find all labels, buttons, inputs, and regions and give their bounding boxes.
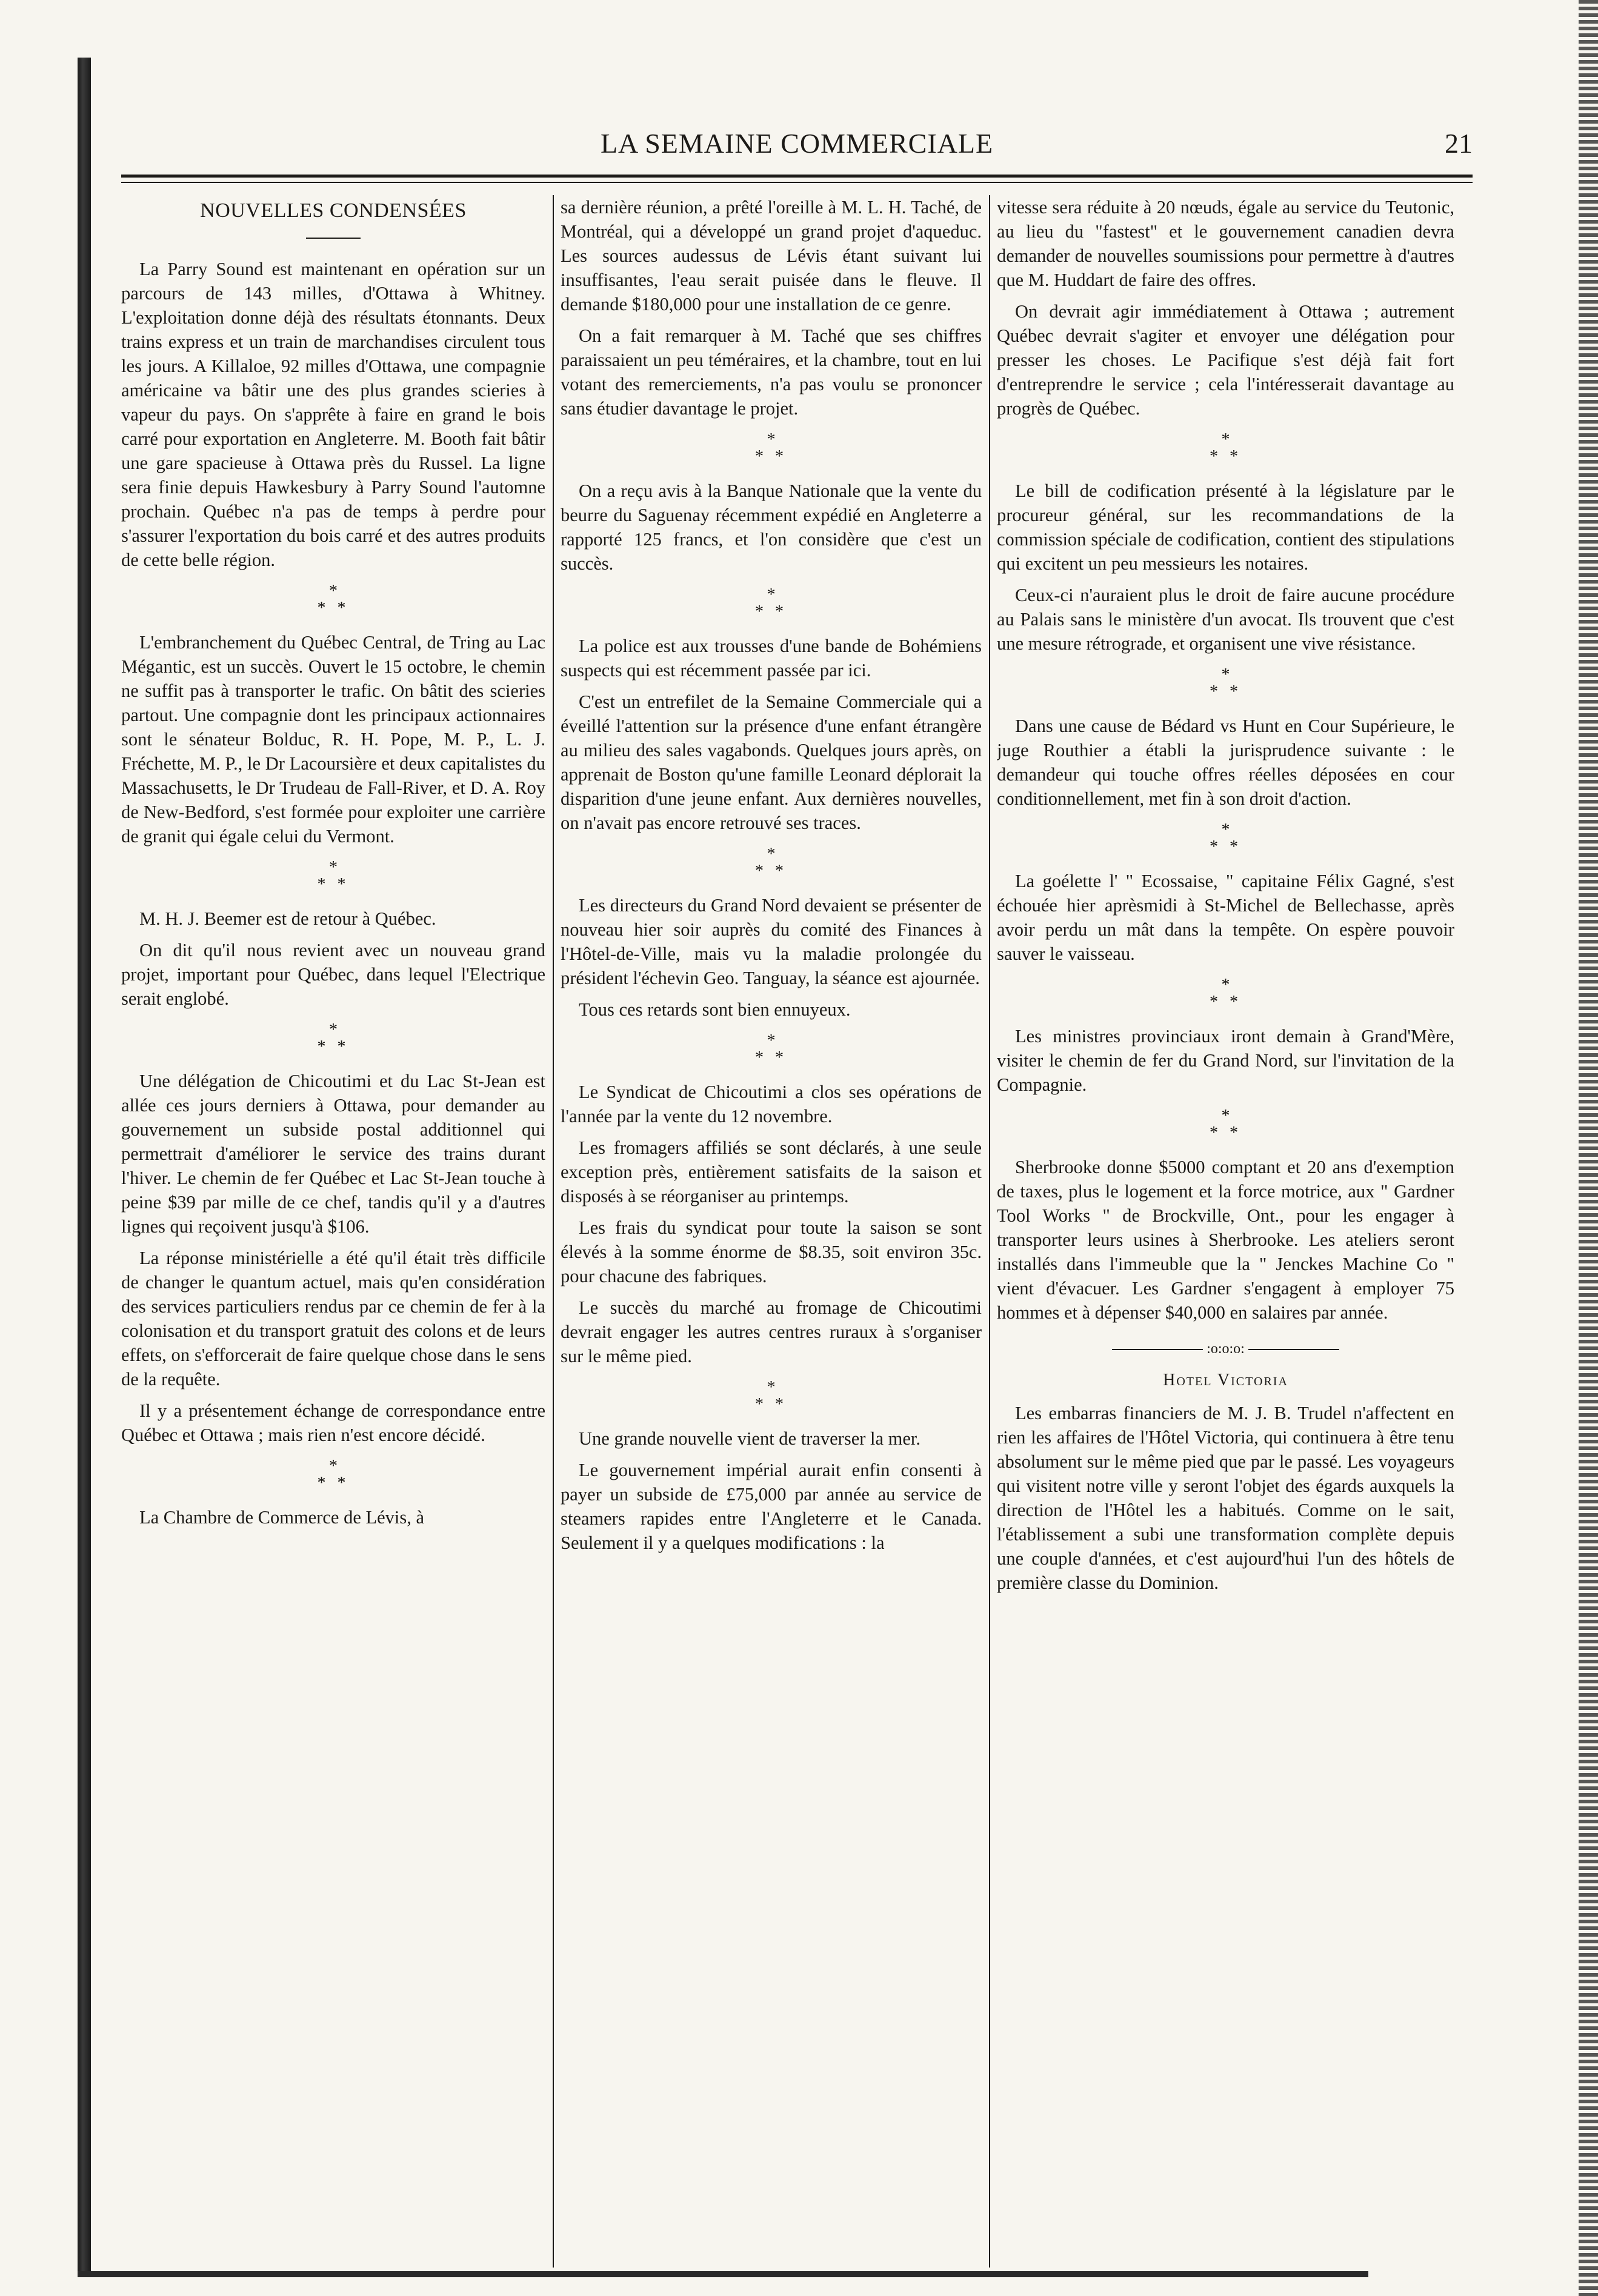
ornamental-divider [997, 1337, 1454, 1361]
article-paragraph: Le bill de codification présenté à la législature par le procureur général, sur les recommandations de la commission spéciale de codification, contient des stipulations qui excitent un peu messieurs les notaires. [997, 481, 1454, 574]
section-heading: NOUVELLES CONDENSÉES [200, 199, 467, 222]
asterism-bottom: * * [1210, 682, 1242, 701]
article-paragraph: Tous ces retards sont bien ennuyeux. [579, 999, 851, 1020]
asterism-separator [561, 1379, 982, 1413]
article-paragraph: L'embranchement du Québec Central, de Tring au Lac Mégantic, est un succès. Ouvert le 15 octobre, le chemin ne suffit pas à transporter le trafic. On bâtit des scieries partout. Une compagnie dont les principaux actionnaires sont le sénateur Bolduc, R. H. Pope, M. P., L. J. Fréchette, M. P., le Dr Lacoursière et deux capitalistes du Massachusetts, le Dr Trudeau de Fall-River, et D. A. Roy de New-Bedford, s'est formée pour exploiter une carrière de granit qui égale celui du Vermont. [121, 632, 545, 847]
article-paragraph: C'est un entrefilet de la Semaine Commerciale qui a éveillé l'attention sur la présence d'une enfant étrangère au milieu des sales vagabonds. Quelques jours après, on apprenait de Boston qu'une famille Leonard déplorait la disparition d'une jeune enfant. Aux dernières nouvelles, on n'avait pas encore retrouvé ses traces. [561, 691, 982, 833]
article-paragraph: On dit qu'il nous revient avec un nouveau grand projet, important pour Québec, dans lequel l'Electrique serait englobé. [121, 940, 545, 1009]
page-number: 21 [1445, 128, 1473, 159]
asterism-top: * [1221, 1106, 1230, 1125]
asterism-bottom: * * [317, 599, 350, 617]
article-paragraph: Les fromagers affiliés se sont déclarés, à une seule exception près, entièrement satisfaits de la saison et disposés à se réorganiser au printemps. [561, 1137, 982, 1206]
column-1 [121, 195, 545, 2243]
asterism-separator [997, 977, 1454, 1011]
binding-edge [78, 58, 91, 2272]
header-rule-thin [121, 182, 1473, 183]
subsection-heading: Hotel Victoria [1163, 1371, 1288, 1389]
article-paragraph: Ceux-ci n'auraient plus le droit de faire aucune procédure au Palais sans le ministère d'un avocat. Ils trouvent que c'est une mesure rétrograde, et organisent une vive résistance. [997, 585, 1454, 654]
article-paragraph: On a fait remarquer à M. Taché que ses chiffres paraissaient un peu téméraires, et la chambre, tout en lui votant des remerciements, n'a pas voulu se prononcer sans étudier davantage le projet. [561, 325, 982, 419]
asterism-top: * [1221, 976, 1230, 994]
asterism-bottom: * * [755, 862, 787, 880]
asterism-separator [561, 846, 982, 880]
article-paragraph: On a reçu avis à la Banque Nationale que la vente du beurre du Saguenay récemment expédié en Angleterre a rapporté 125 francs, et l'on considère que c'est un succès. [561, 481, 982, 574]
column-rule [989, 195, 990, 2268]
article-paragraph: Le gouvernement impérial aurait enfin consenti à payer un subside de £75,000 par année au service de steamers rapides entre l'Angleterre et le Canada. Seulement il y a quelques modifications : la [561, 1460, 982, 1553]
article-paragraph: La réponse ministérielle a été qu'il était très difficile de changer le quantum actuel, mais qu'en considération des services particuliers rendus par ce chemin de fer à la colonisation et du transport gratuit des colons et de leurs effets, on s'efforcerait de faire quelque chose dans le sens de la requête. [121, 1248, 545, 1389]
asterism-top: * [767, 845, 776, 863]
asterism-separator [121, 1022, 545, 1056]
article-paragraph: La Chambre de Commerce de Lévis, à [139, 1507, 425, 1528]
running-title: LA SEMAINE COMMERCIALE [600, 128, 994, 159]
asterism-bottom: * * [1210, 447, 1242, 466]
asterism-top: * [767, 1031, 776, 1050]
column-2 [561, 195, 982, 2243]
asterism-top: * [329, 858, 338, 877]
asterism-top: * [329, 1457, 338, 1476]
asterism-separator [997, 431, 1454, 465]
article-paragraph: sa dernière réunion, a prêté l'oreille à M. L. H. Taché, de Montréal, qui a développé un grand projet d'aqueduc. Les sources audessus de Lévis étant suivant lui insuffisantes, l'eau serait puisée dans le fleuve. Il demande $180,000 pour une installation de ce genre. [561, 197, 982, 314]
article-paragraph: Il y a présentement échange de correspondance entre Québec et Ottawa ; mais rien n'est encore décidé. [121, 1400, 545, 1445]
asterism-top: * [1221, 430, 1230, 449]
article-paragraph: vitesse sera réduite à 20 nœuds, égale au service du Teutonic, au lieu du "fastest" et le gouvernement canadien devra demander de nouvelles soumissions pour permettre à d'autres que M. Huddart de faire des offres. [997, 197, 1454, 290]
article-paragraph: Les embarras financiers de M. J. B. Trudel n'affectent en rien les affaires de l'Hôtel Victoria, qui continuera à être tenu absolument sur le même pied que par le passé. Les voyageurs qui visitent notre ville y seront l'objet des égards auxquels la direction de l'Hôtel les a habitués. Comme on le sait, l'établissement a subi une transformation complète depuis une couple d'années, et c'est aujourd'hui l'un des hôtels de première classe du Dominion. [997, 1403, 1454, 1593]
asterism-bottom: * * [317, 875, 350, 894]
article-paragraph: La Parry Sound est maintenant en opération sur un parcours de 143 milles, d'Ottawa à Whitney. L'exploitation donne déjà des résultats étonnants. Deux trains express et un train de marchandises circulent tous les jours. A Killaloe, 92 milles d'Ottawa, une compagnie américaine va bâtir une des plus grandes scieries à vapeur du pays. On s'apprête à faire en grand le bois carré pour exportation en Angleterre. M. Booth fait bâtir une gare spacieuse à Ottawa près du Russel. La ligne sera finie depuis Hawkesbury à Parry Sound l'automne prochain. Québec n'a pas de temps à perdre pour s'assurer l'exportation du bois carré et des autres produits de cette belle région. [121, 259, 545, 570]
asterism-bottom: * * [1210, 837, 1242, 856]
asterism-top: * [767, 585, 776, 604]
asterism-separator [121, 1458, 545, 1492]
asterism-top: * [767, 1378, 776, 1397]
asterism-separator [561, 1033, 982, 1066]
asterism-top: * [767, 430, 776, 449]
asterism-top: * [1221, 665, 1230, 684]
article-paragraph: M. H. J. Beemer est de retour à Québec. [139, 908, 436, 929]
header-rule-thick [121, 175, 1473, 178]
asterism-separator [561, 587, 982, 621]
column-3 [997, 195, 1454, 2243]
article-paragraph: Une grande nouvelle vient de traverser la mer. [579, 1428, 921, 1449]
column-rule [553, 195, 554, 2268]
article-paragraph: Une délégation de Chicoutimi et du Lac St-Jean est allée ces jours derniers à Ottawa, pour demander au gouvernement un subside postal additionnel qui permettrait d'améliorer le service des trains durant l'hiver. Le chemin de fer Québec et Lac St-Jean touche à peine $39 par mille de ce chef, tandis qu'il y a d'autres lignes qui reçoivent jusqu'à $106. [121, 1071, 545, 1237]
article-paragraph: La goélette l' " Ecossaise, " capitaine Félix Gagné, s'est échouée hier aprèsmidi à St-Michel de Bellechasse, après avoir perdu un mât dans la tempête. On espère pouvoir sauver le vaisseau. [997, 871, 1454, 964]
asterism-bottom: * * [755, 1048, 787, 1067]
article-paragraph: Les frais du syndicat pour toute la saison se sont élevés à la somme énorme de $8.35, soit environ 35c. pour chacune des fabriques. [561, 1217, 982, 1286]
asterism-separator [997, 667, 1454, 700]
asterism-separator [121, 859, 545, 893]
asterism-bottom: * * [755, 1395, 787, 1414]
asterism-top: * [1221, 820, 1230, 839]
article-paragraph: Le succès du marché au fromage de Chicoutimi devrait engager les autres centres ruraux à s'organiser sur le même pied. [561, 1297, 982, 1366]
article-paragraph: Le Syndicat de Chicoutimi a clos ses opérations de l'année par la vente du 12 novembre. [561, 1082, 982, 1126]
asterism-top: * [329, 582, 338, 601]
article-paragraph: Sherbrooke donne $5000 comptant et 20 ans d'exemption de taxes, plus le logement et la force motrice, aux " Gardner Tool Works " de Brockville, Ont., pour les engager à transporter leurs usines à Sherbrooke. Les ateliers seront installés dans l'immeuble que la " Jenckes Machine Co " vient d'évacuer. Les Gardner s'engagent à employer 75 hommes et à dépenser $40,000 en salaires par année. [997, 1157, 1454, 1323]
article-paragraph: Les ministres provinciaux iront demain à Grand'Mère, visiter le chemin de fer du Grand Nord, sur l'invitation de la Compagnie. [997, 1026, 1454, 1095]
asterism-top: * [329, 1020, 338, 1039]
asterism-bottom: * * [1210, 993, 1242, 1011]
article-paragraph: Dans une cause de Bédard vs Hunt en Cour Supérieure, le juge Routhier a établi la jurisprudence suivante : le demandeur qui touche offres réelles déposées en cour conditionnellement, met fin à son droit d'action. [997, 716, 1454, 809]
asterism-bottom: * * [755, 447, 787, 466]
asterism-bottom: * * [317, 1037, 350, 1056]
bottom-edge [78, 2271, 1368, 2277]
article-paragraph: La police est aux trousses d'une bande de Bohémiens suspects qui est récemment passée par ici. [561, 636, 982, 680]
asterism-separator [561, 431, 982, 465]
asterism-bottom: * * [755, 602, 787, 621]
page-header [121, 127, 1473, 170]
asterism-separator [997, 822, 1454, 856]
asterism-bottom: * * [317, 1474, 350, 1492]
divider-text: :o:o:o: [1207, 1341, 1245, 1357]
heading-rule [306, 238, 361, 239]
article-paragraph: Les directeurs du Grand Nord devaient se présenter de nouveau hier soir auprès du comité des Finances à l'Hôtel-de-Ville, mais vu la maladie prolongée du président l'échevin Geo. Tanguay, la séance est ajournée. [561, 895, 982, 988]
article-paragraph: On devrait agir immédiatement à Ottawa ; autrement Québec devrait s'agiter et envoyer une délégation pour presser les choses. Le Pacifique s'est déjà fait fort d'entreprendre le service ; cela l'intéresserait davantage au progrès de Québec. [997, 301, 1454, 419]
asterism-separator [121, 583, 545, 617]
page-right-margin-marks [1579, 0, 1598, 2296]
asterism-bottom: * * [1210, 1123, 1242, 1142]
asterism-separator [997, 1108, 1454, 1142]
